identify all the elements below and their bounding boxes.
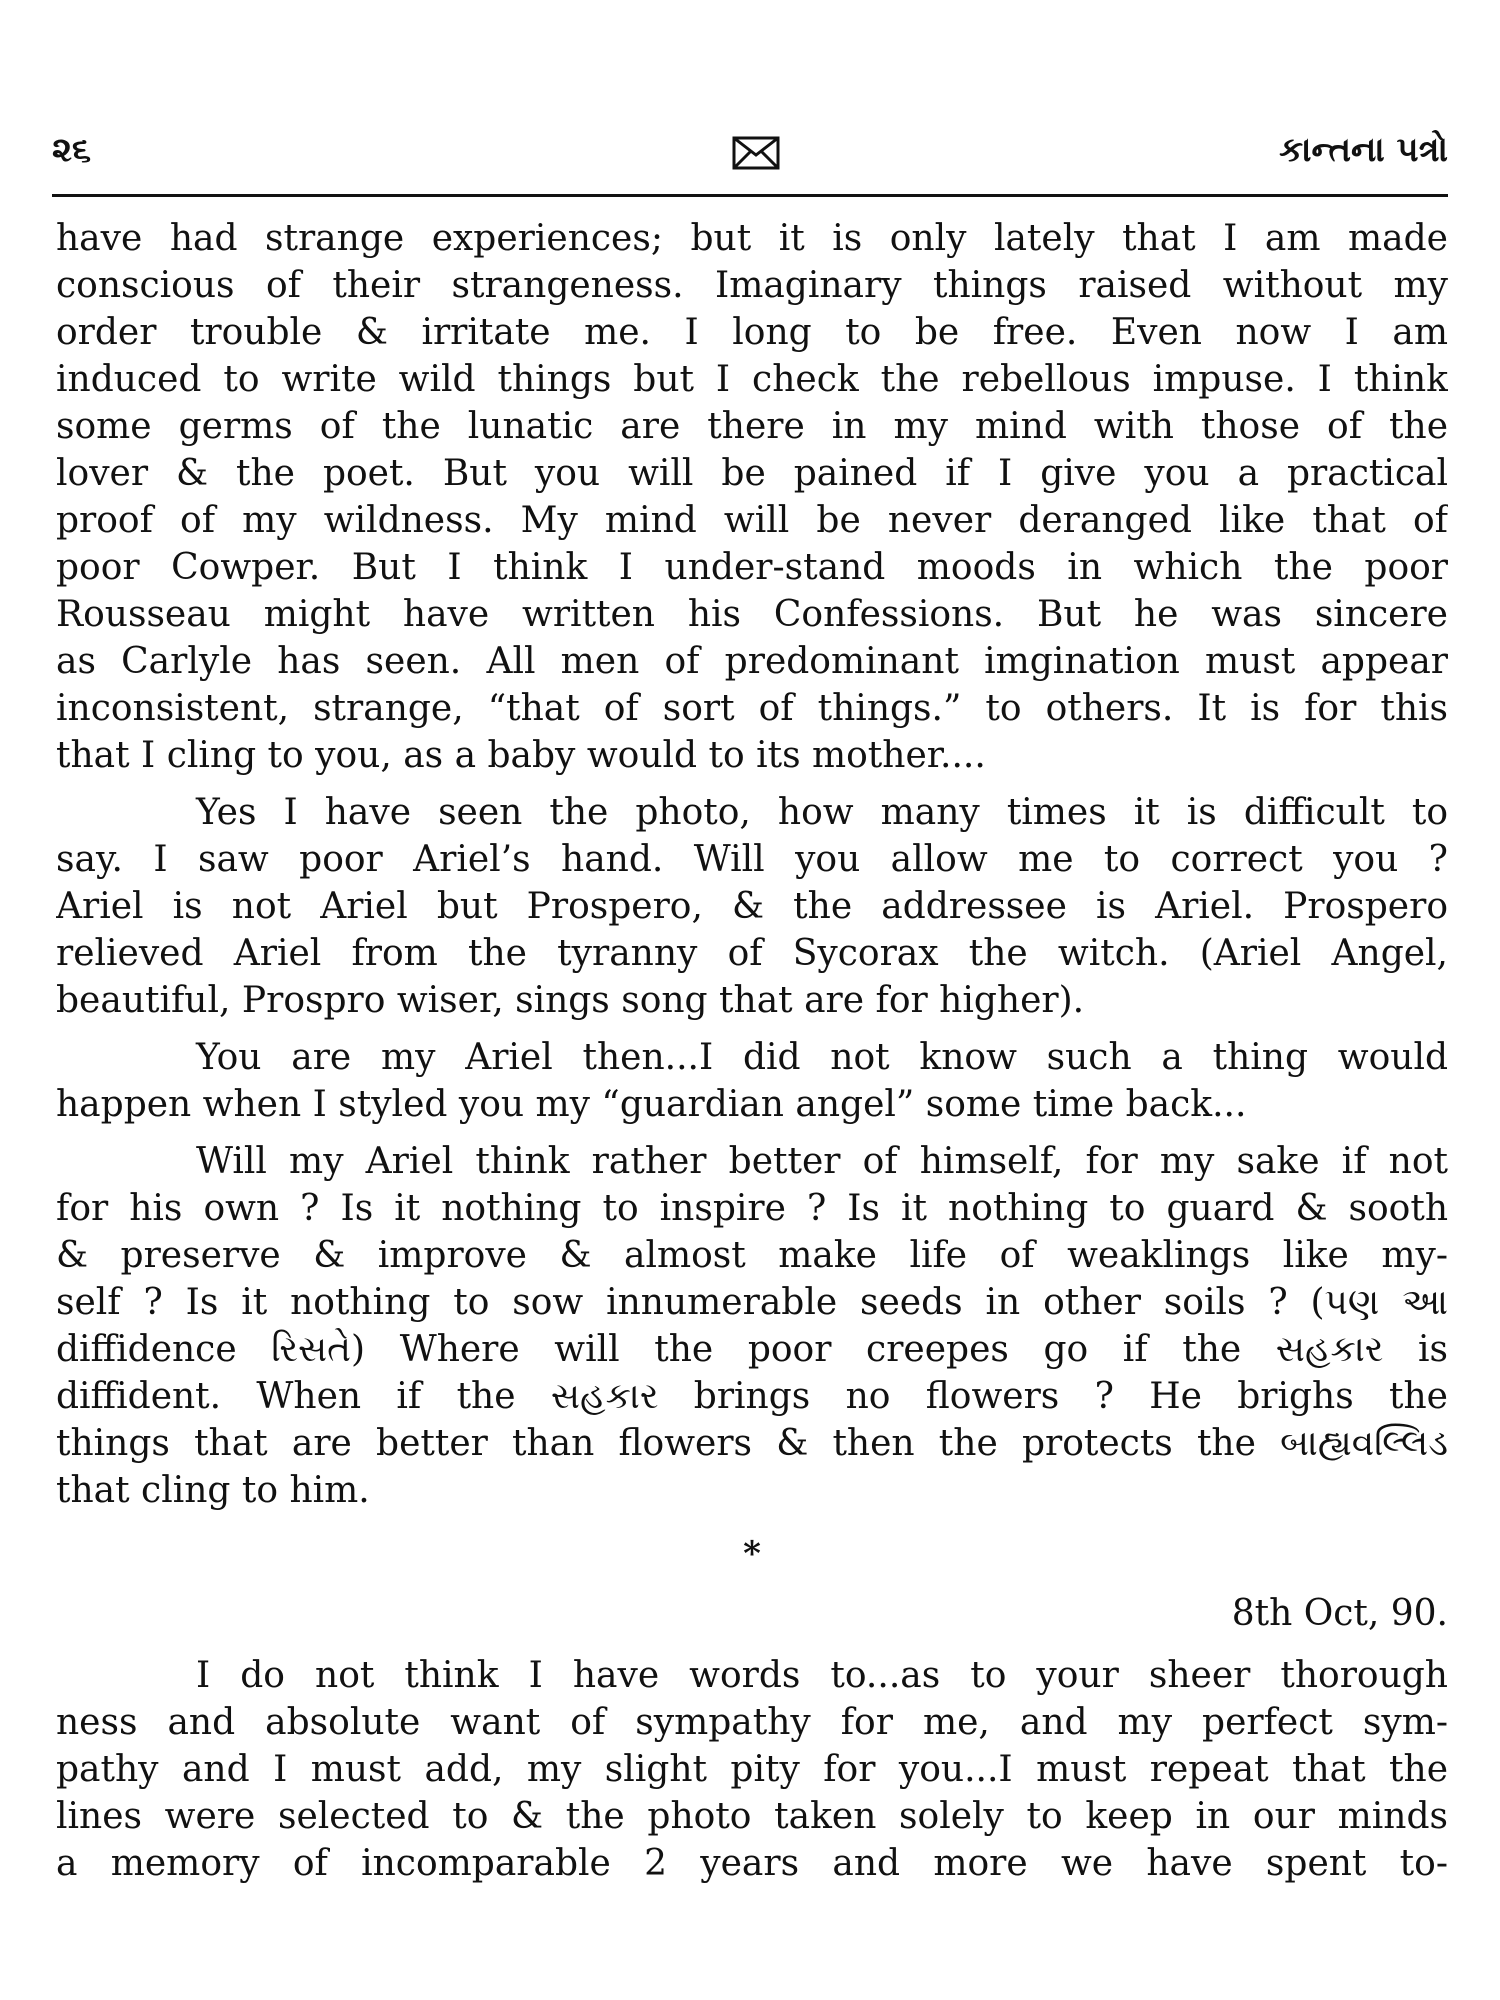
text-line: proof of my wildness. My mind will be never deranged like that of — [56, 500, 1448, 541]
text-line: self ? Is it nothing to sow innumerable seeds in other soils ? (પણ આ — [56, 1282, 1448, 1323]
text-line: as Carlyle has seen. All men of predominant imgination must appear — [56, 641, 1448, 682]
text-line: some germs of the lunatic are there in my mind with those of the — [56, 406, 1448, 447]
text-line: lines were selected to & the photo taken solely to keep in our minds — [56, 1796, 1448, 1837]
header-rule — [52, 194, 1448, 197]
text-line: Yes I have seen the photo, how many times it is difficult to — [196, 792, 1448, 833]
paragraph — [56, 1138, 1448, 1514]
page-body — [56, 215, 1448, 1897]
letter-paragraphs — [56, 215, 1448, 1514]
paragraph — [56, 1034, 1448, 1128]
text-line: say. I saw poor Ariel’s hand. Will you allow me to correct you ? — [56, 839, 1448, 880]
text-line: I do not think I have words to...as to your sheer thorough — [196, 1655, 1448, 1696]
paragraph — [56, 215, 1448, 779]
letter-date: 8th Oct, 90. — [1231, 1593, 1448, 1634]
text-line: things that are better than flowers & then the protects the બાહ્યવલ્લિડ — [56, 1423, 1448, 1464]
envelope-icon — [732, 136, 780, 170]
text-line: inconsistent, strange, “that of sort of things.” to others. It is for this — [56, 688, 1448, 729]
book-title: કાન્તના પત્રો — [1279, 130, 1448, 170]
text-line: poor Cowper. But I think I under-stand moods in which the poor — [56, 547, 1448, 588]
text-line: relieved Ariel from the tyranny of Sycorax the witch. (Ariel Angel, — [56, 933, 1448, 974]
text-line: induced to write wild things but I check the rebellous impuse. I think — [56, 359, 1448, 400]
text-line: Ariel is not Ariel but Prospero, & the addressee is Ariel. Prospero — [56, 886, 1448, 927]
text-line: conscious of their strangeness. Imaginary things raised without my — [56, 265, 1448, 306]
text-line: Will my Ariel think rather better of himself, for my sake if not — [196, 1141, 1448, 1182]
letter-paragraph — [56, 1652, 1448, 1887]
text-line: order trouble & irritate me. I long to be free. Even now I am — [56, 312, 1448, 353]
page-header — [52, 130, 1448, 190]
text-line: happen when I styled you my “guardian angel” some time back... — [56, 1084, 1247, 1125]
text-line: that I cling to you, as a baby would to its mother.... — [56, 735, 986, 776]
text-line: diffident. When if the સહકાર brings no flowers ? He brighs the — [56, 1376, 1448, 1417]
text-line: that cling to him. — [56, 1470, 370, 1511]
page-number: ૨૬ — [52, 130, 91, 170]
text-line: a memory of incomparable 2 years and more we have spent to- — [56, 1843, 1448, 1884]
paragraph — [56, 789, 1448, 1024]
text-line: pathy and I must add, my slight pity for you...I must repeat that the — [56, 1749, 1448, 1790]
text-line: beautiful, Prospro wiser, sings song that are for higher). — [56, 980, 1085, 1021]
section-separator: * — [743, 1534, 761, 1574]
text-line: have had strange experiences; but it is only lately that I am made — [56, 218, 1448, 259]
text-line: & preserve & improve & almost make life of weaklings like my- — [56, 1235, 1448, 1276]
text-line: diffidence રિસતે) Where will the poor creepes go if the સહકાર is — [56, 1329, 1448, 1370]
text-line: ness and absolute want of sympathy for me, and my perfect sym- — [56, 1702, 1448, 1743]
text-line: for his own ? Is it nothing to inspire ? Is it nothing to guard & sooth — [56, 1188, 1448, 1229]
text-line: Rousseau might have written his Confessions. But he was sincere — [56, 594, 1448, 635]
text-line: You are my Ariel then...I did not know such a thing would — [196, 1037, 1448, 1078]
text-line: lover & the poet. But you will be pained if I give you a practical — [56, 453, 1448, 494]
